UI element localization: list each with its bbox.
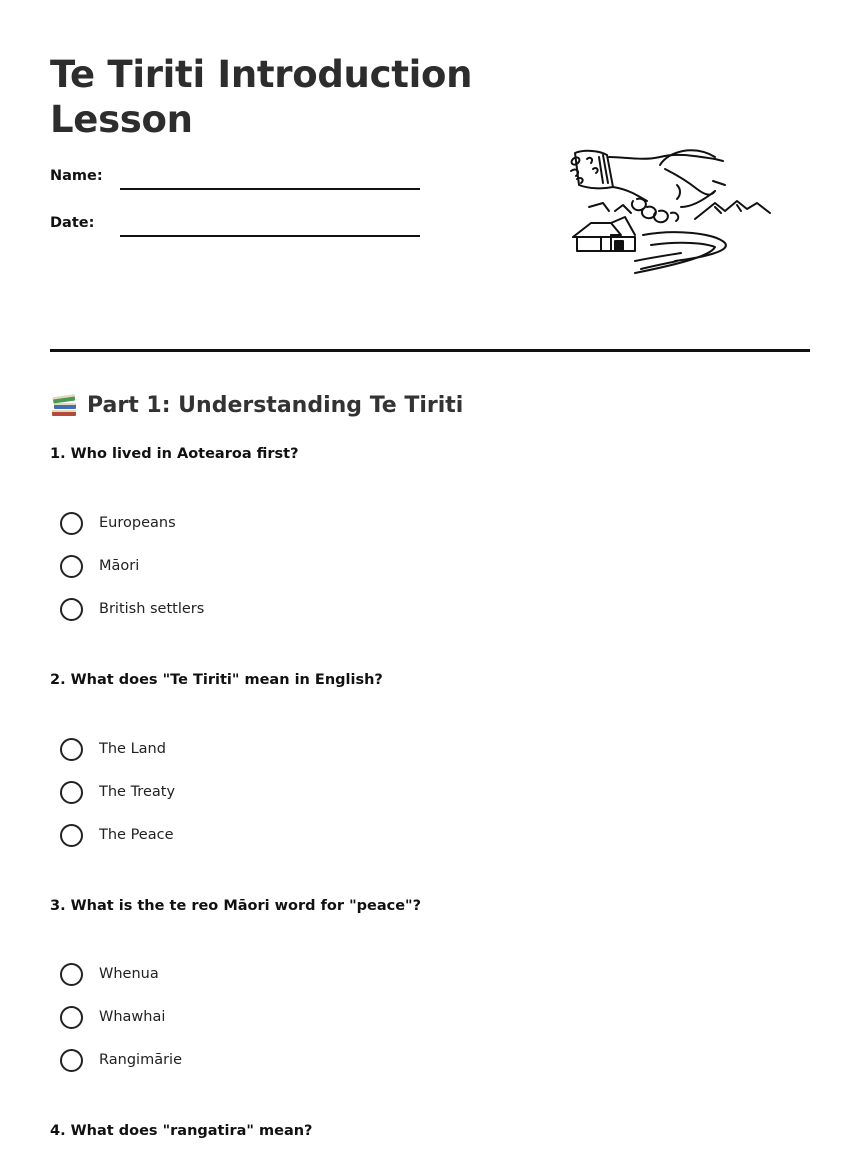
- q3-option-whenua[interactable]: [60, 961, 159, 987]
- radio-button[interactable]: [60, 738, 83, 761]
- q1-option-maori[interactable]: [60, 553, 139, 579]
- date-field[interactable]: [50, 207, 430, 237]
- q3-option-rangimarie[interactable]: [60, 1047, 182, 1073]
- q2-option-the-treaty[interactable]: [60, 779, 175, 805]
- option-label: Whawhai: [99, 1009, 166, 1025]
- question-2: 2. What does "Te Tiriti" mean in English?: [50, 672, 383, 688]
- q1-option-british-settlers[interactable]: [60, 596, 204, 622]
- question-3: 3. What is the te reo Māori word for "peace"?: [50, 898, 422, 914]
- option-label: Māori: [99, 558, 140, 574]
- section-divider: [50, 349, 810, 352]
- q3-option-whawhai[interactable]: [60, 1004, 165, 1030]
- option-label: Rangimārie: [99, 1052, 182, 1068]
- option-label: The Treaty: [99, 784, 176, 800]
- handshake-landscape-illustration: [565, 145, 780, 275]
- radio-button[interactable]: [60, 1006, 83, 1029]
- date-label: Date:: [50, 215, 95, 231]
- page-title: Te Tiriti Introduction Lesson: [50, 53, 473, 141]
- question-1: 1. Who lived in Aotearoa first?: [50, 446, 299, 462]
- radio-button[interactable]: [60, 963, 83, 986]
- name-field[interactable]: [50, 160, 430, 190]
- question-4: 4. What does "rangatira" mean?: [50, 1123, 313, 1139]
- option-label: The Peace: [99, 827, 174, 843]
- radio-button[interactable]: [60, 824, 83, 847]
- name-input-line[interactable]: [120, 188, 420, 190]
- option-label: Europeans: [99, 515, 176, 531]
- part1-title: Part 1: Understanding Te Tiriti: [87, 392, 464, 418]
- q2-option-the-land[interactable]: [60, 736, 166, 762]
- radio-button[interactable]: [60, 512, 83, 535]
- date-input-line[interactable]: [120, 235, 420, 237]
- books-icon: [50, 392, 78, 418]
- radio-button[interactable]: [60, 598, 83, 621]
- radio-button[interactable]: [60, 781, 83, 804]
- radio-button[interactable]: [60, 1049, 83, 1072]
- name-label: Name:: [50, 168, 103, 184]
- q2-option-the-peace[interactable]: [60, 822, 174, 848]
- option-label: Whenua: [99, 966, 159, 982]
- q1-option-europeans[interactable]: [60, 510, 176, 536]
- part1-heading: [50, 390, 463, 420]
- radio-button[interactable]: [60, 555, 83, 578]
- option-label: British settlers: [99, 601, 205, 617]
- option-label: The Land: [99, 741, 166, 757]
